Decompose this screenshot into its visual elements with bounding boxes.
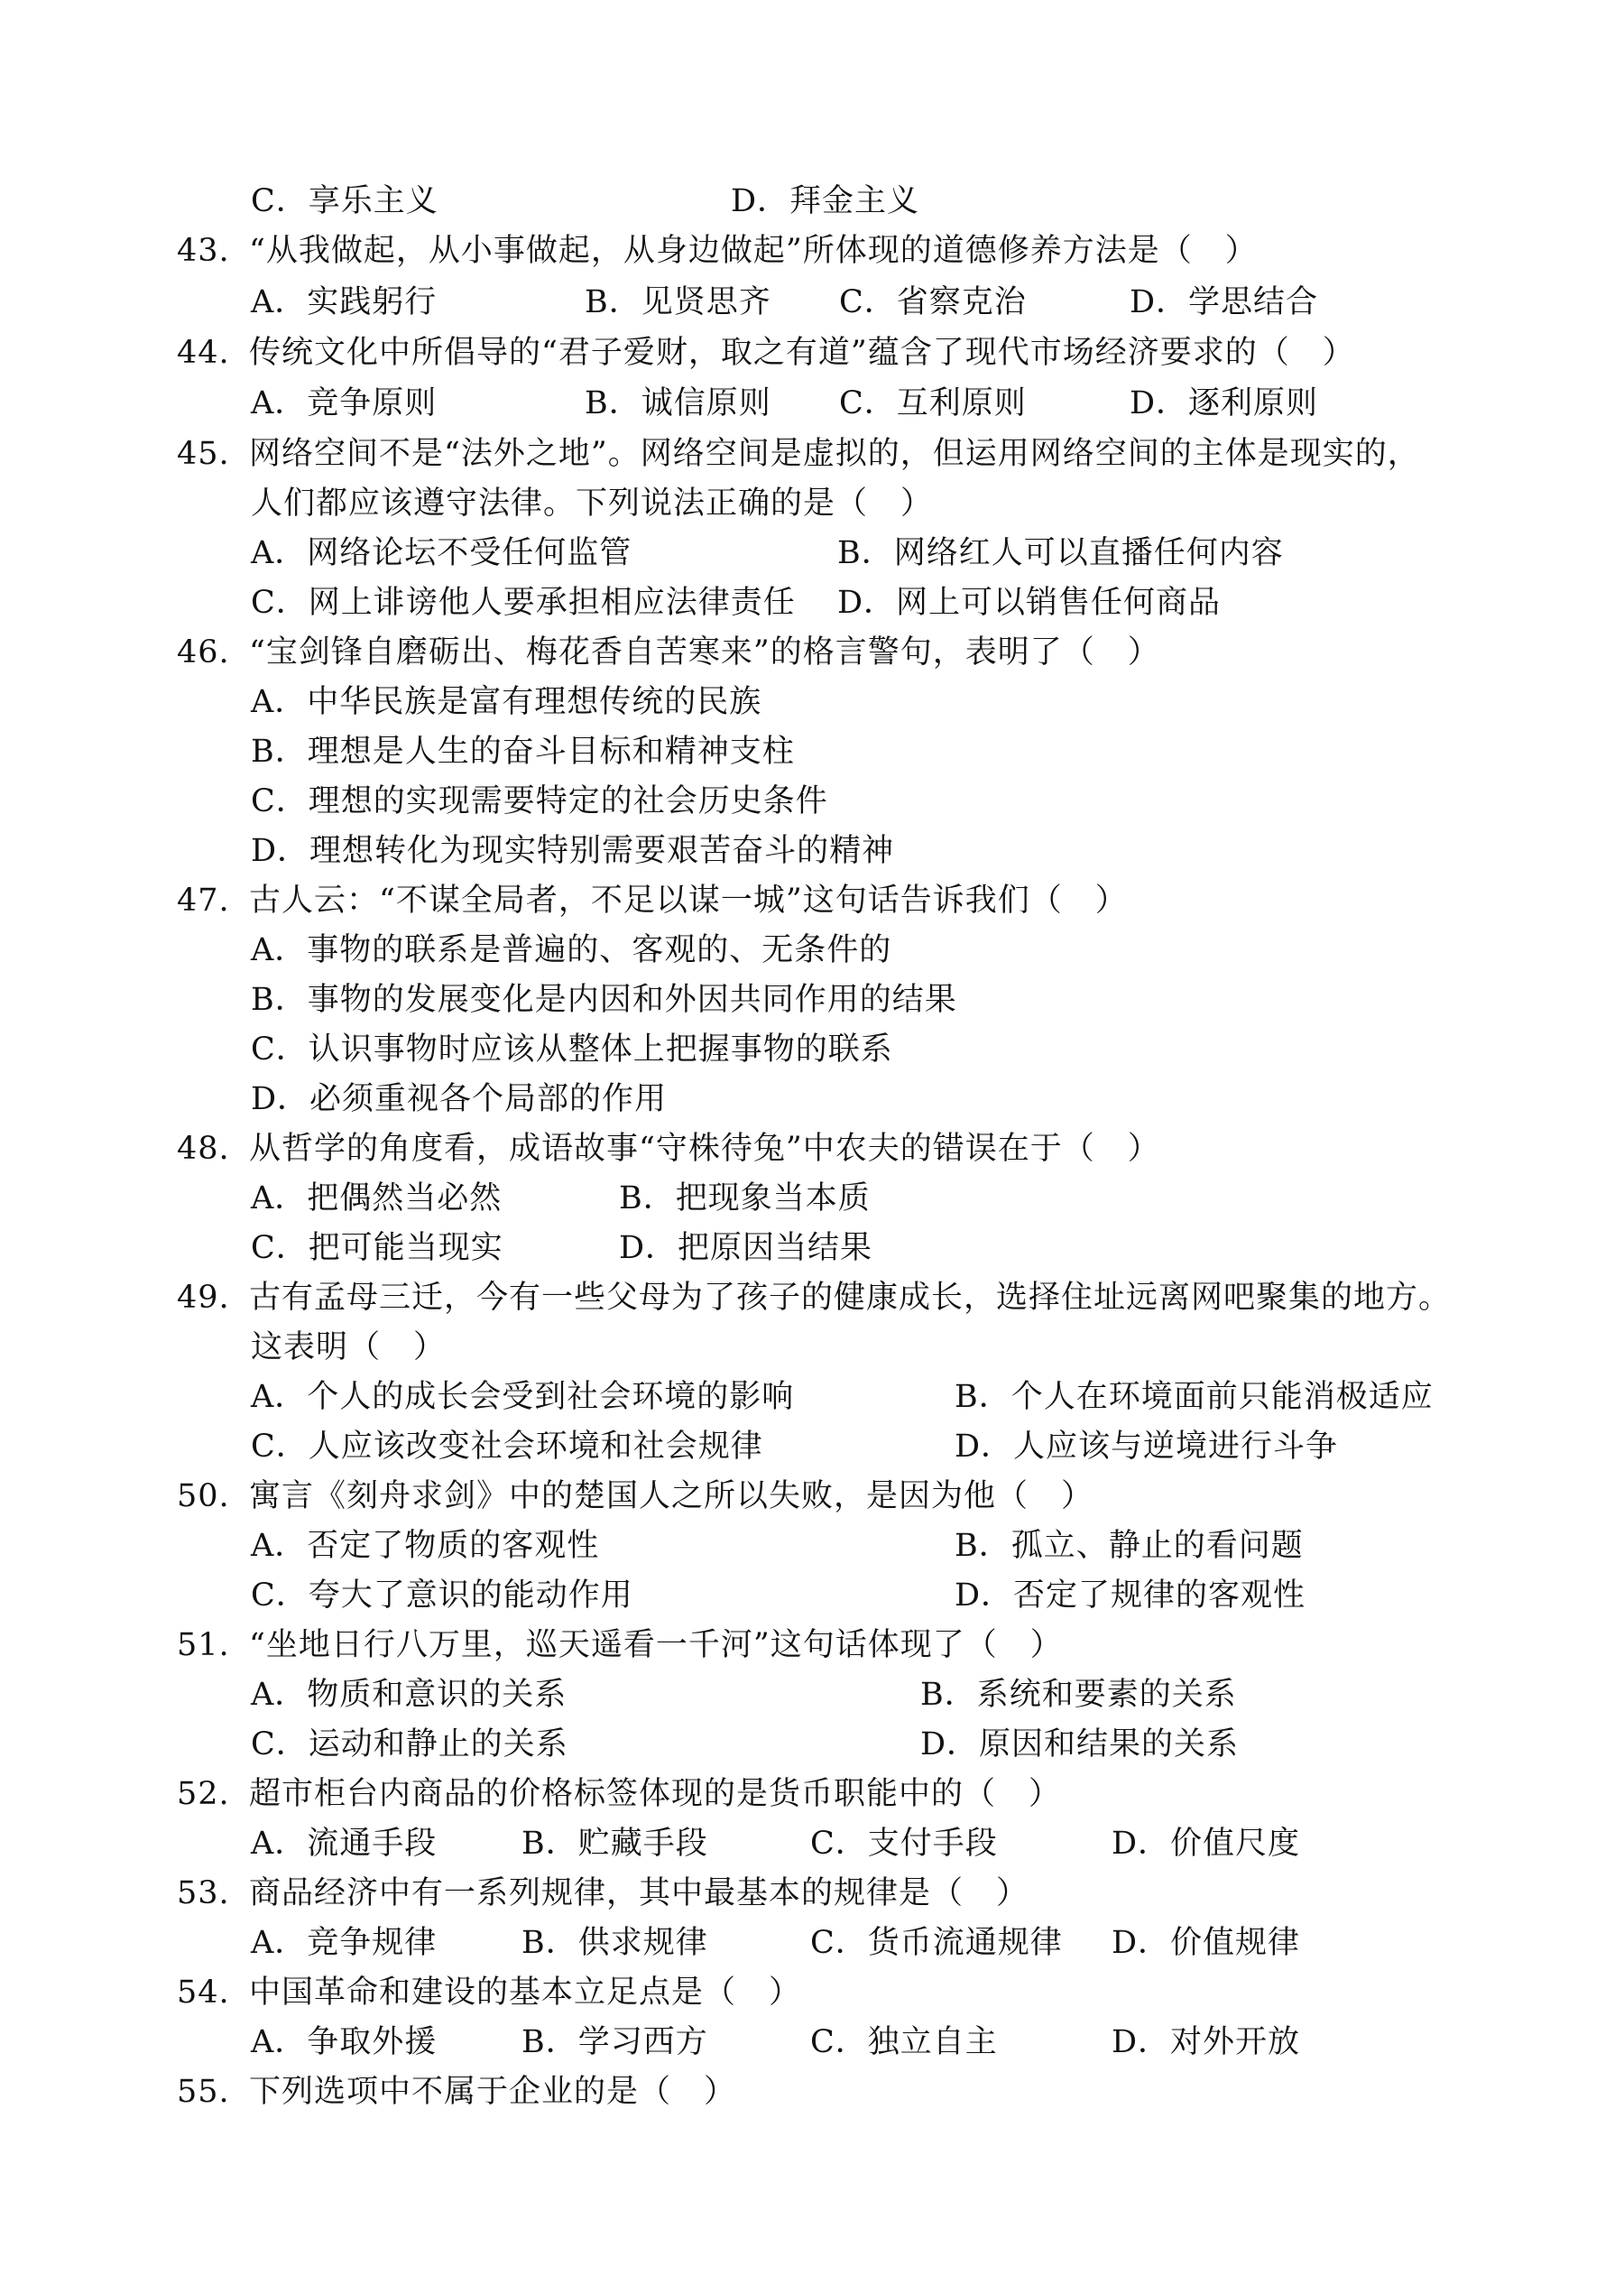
question-text: 商品经济中有一系列规律，其中最基本的规律是（ ）	[249, 1875, 1029, 1911]
question-number: 44.	[177, 335, 230, 371]
question-number: 54.	[177, 1975, 230, 2011]
question-text: 寓言《刻舟求剑》中的楚国人之所以失败，是因为他（ ）	[249, 1478, 1094, 1514]
option-c: C．支付手段	[810, 1826, 998, 1862]
question-46	[177, 630, 1160, 675]
question-text-cont: 这表明（ ）	[251, 1329, 447, 1365]
option-a: A．事物的联系是普遍的、客观的、无条件的	[251, 932, 892, 968]
question-number: 46.	[177, 634, 230, 671]
option-d-prev: D．拜金主义	[731, 183, 920, 219]
option-d: D．价值规律	[1112, 1925, 1301, 1961]
question-number: 50.	[177, 1478, 230, 1514]
question-text: “坐地日行八万里，巡天遥看一千河”这句话体现了（ ）	[249, 1627, 1063, 1663]
option-a: A．实践躬行	[251, 284, 438, 320]
option-c: C．省察克治	[839, 284, 1027, 320]
option-c: C．网上诽谤他人要承担相应法律责任	[251, 585, 796, 621]
option-c: C．理想的实现需要特定的社会历史条件	[251, 783, 828, 819]
option-c: C．夸大了意识的能动作用	[251, 1577, 633, 1614]
option-b: B．贮藏手段	[521, 1826, 708, 1862]
option-d: D．网上可以销售任何商品	[837, 585, 1222, 621]
option-c: C．认识事物时应该从整体上把握事物的联系	[251, 1031, 893, 1068]
option-b: B．诚信原则	[585, 385, 771, 421]
question-text: 下列选项中不属于企业的是（ ）	[249, 2074, 737, 2110]
question-47	[177, 878, 1128, 923]
option-c: C．货币流通规律	[810, 1925, 1063, 1961]
question-number: 47.	[177, 883, 230, 919]
option-d: D．逐利原则	[1130, 385, 1319, 421]
option-d: D．学思结合	[1130, 284, 1319, 320]
question-text: 古人云：“不谋全局者，不足以谋一城”这句话告诉我们（ ）	[249, 883, 1128, 919]
option-d: D．否定了规律的客观性	[955, 1577, 1306, 1614]
question-55	[177, 2069, 736, 2114]
option-c: C．独立自主	[810, 2024, 998, 2060]
option-a: A．把偶然当必然	[251, 1180, 503, 1216]
question-text: 中国革命和建设的基本立足点是（ ）	[249, 1975, 802, 2011]
option-a: A．否定了物质的客观性	[251, 1528, 600, 1564]
question-number: 52.	[177, 1776, 230, 1812]
question-50	[177, 1474, 1093, 1519]
question-44	[177, 330, 1355, 375]
question-number: 49.	[177, 1280, 230, 1316]
question-54	[177, 1970, 801, 2015]
option-a: A．中华民族是富有理想传统的民族	[251, 684, 762, 720]
option-d: D．人应该与逆境进行斗争	[955, 1429, 1339, 1465]
question-text: 超市柜台内商品的价格标签体现的是货币职能中的（ ）	[249, 1776, 1062, 1812]
option-a: A．竞争规律	[251, 1925, 438, 1961]
question-49	[177, 1275, 1451, 1320]
option-d: D．原因和结果的关系	[920, 1726, 1240, 1762]
option-b: B．理想是人生的奋斗目标和精神支柱	[251, 734, 795, 770]
question-text: 古有孟母三迁，今有一些父母为了孩子的健康成长，选择住址远离网吧聚集的地方。	[249, 1280, 1452, 1316]
question-number: 43.	[177, 233, 230, 269]
option-d: D．对外开放	[1112, 2024, 1301, 2060]
question-text: 从哲学的角度看，成语故事“守株待兔”中农夫的错误在于（ ）	[249, 1131, 1160, 1167]
question-text: 网络空间不是“法外之地”。网络空间是虚拟的，但运用网络空间的主体是现实的，	[249, 436, 1420, 472]
question-number: 51.	[177, 1627, 230, 1663]
option-c-prev: C．享乐主义	[251, 183, 438, 219]
question-number: 53.	[177, 1875, 230, 1911]
option-b: B．个人在环境面前只能消极适应	[955, 1379, 1434, 1415]
question-text: “宝剑锋自磨砺出、梅花香自苦寒来”的格言警句，表明了（ ）	[249, 634, 1160, 671]
question-number: 45.	[177, 436, 230, 472]
option-b: B．供求规律	[521, 1925, 708, 1961]
option-a: A．争取外援	[251, 2024, 438, 2060]
option-b: B．见贤思齐	[585, 284, 771, 320]
question-43	[177, 228, 1258, 273]
option-b: B．事物的发展变化是内因和外因共同作用的结果	[251, 982, 957, 1018]
question-number: 55.	[177, 2074, 230, 2110]
option-a: A．流通手段	[251, 1826, 438, 1862]
option-b: B．学习西方	[521, 2024, 708, 2060]
option-a: A．网络论坛不受任何监管	[251, 535, 632, 571]
question-48	[177, 1126, 1160, 1171]
option-b: B．把现象当本质	[619, 1180, 871, 1216]
option-a: A．物质和意识的关系	[251, 1677, 567, 1713]
option-c: C．运动和静止的关系	[251, 1726, 568, 1762]
option-d: D．理想转化为现实特别需要艰苦奋斗的精神	[251, 833, 895, 869]
option-c: C．把可能当现实	[251, 1230, 503, 1266]
option-d: D．价值尺度	[1112, 1826, 1301, 1862]
option-b: B．网络红人可以直播任何内容	[837, 535, 1284, 571]
option-b: B．孤立、静止的看问题	[955, 1528, 1304, 1564]
question-text-cont: 人们都应该遵守法律。下列说法正确的是（ ）	[251, 486, 934, 522]
option-b: B．系统和要素的关系	[920, 1677, 1237, 1713]
question-text: 传统文化中所倡导的“君子爱财，取之有道”蕴含了现代市场经济要求的（ ）	[249, 335, 1355, 371]
question-45	[177, 431, 1420, 476]
option-c: C．互利原则	[839, 385, 1027, 421]
question-51	[177, 1623, 1063, 1668]
option-a: A．竞争原则	[251, 385, 438, 421]
question-number: 48.	[177, 1131, 230, 1167]
option-c: C．人应该改变社会环境和社会规律	[251, 1429, 763, 1465]
option-d: D．必须重视各个局部的作用	[251, 1081, 668, 1117]
question-52	[177, 1771, 1061, 1817]
question-53	[177, 1871, 1029, 1916]
option-d: D．把原因当结果	[619, 1230, 873, 1266]
option-a: A．个人的成长会受到社会环境的影响	[251, 1379, 795, 1415]
question-text: “从我做起，从小事做起，从身边做起”所体现的道德修养方法是（ ）	[249, 233, 1258, 269]
